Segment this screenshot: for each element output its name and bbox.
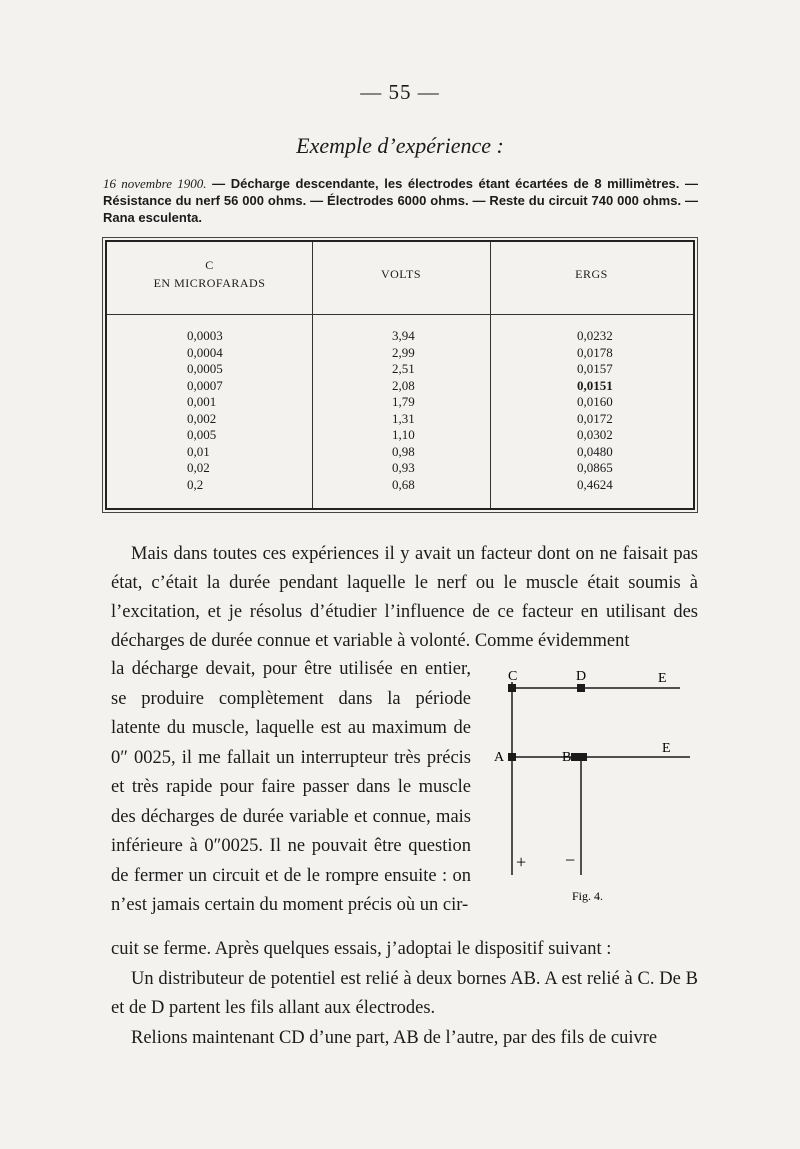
volts-cell: 2,51 (392, 361, 415, 376)
paragraph-2: Un distributeur de potentiel est relié à deux bornes AB. A est relié à C. De B et de D partent les fils allant aux électrodes. (111, 968, 698, 1018)
label-e-bottom: E (662, 741, 671, 756)
ergs-cell: 0,0865 (577, 460, 613, 475)
microfarads-cell: 0,01 (187, 443, 210, 459)
ergs-cell: 0,4624 (577, 476, 613, 492)
ergs-cell: 0,0160 (577, 394, 613, 409)
label-b: B (562, 750, 572, 765)
figure-caption: Fig. 4. (572, 889, 604, 903)
terminal-a (508, 753, 516, 761)
volts-cell: 0,98 (392, 443, 415, 459)
label-d: D (576, 669, 587, 684)
ergs-cell: 0,0157 (577, 361, 613, 376)
volts-cell: 3,94 (392, 328, 415, 343)
ergs-cell: 0,0172 (577, 410, 613, 426)
page-number: — 55 — (360, 80, 440, 104)
paragraph-1 (111, 540, 698, 656)
volts-cell: 1,31 (392, 410, 415, 426)
label-plus: + (516, 852, 527, 872)
experiment-caption (103, 175, 698, 226)
figure-4 (470, 660, 710, 910)
example-title: Exemple d’expérience : (296, 133, 504, 158)
data-table (105, 240, 695, 510)
paragraph-1-continuation: cuit se ferme. Après quelques essais, j’adoptai le dispositif suivant : (111, 939, 612, 959)
microfarads-cell: 0,0007 (187, 377, 223, 393)
terminal-c (508, 684, 516, 692)
terminal-b (571, 753, 579, 761)
volts-cell: 0,93 (392, 460, 415, 475)
ergs-cell: 0,0151 (577, 377, 613, 393)
label-c: C (508, 669, 518, 684)
paragraph-1-wrapped: la décharge devait, pour être utilisée en entier, se produire complètement dans la période latente du muscle, laquelle est au maximum de 0″ 0025, il me fallait un interrupteur très précis et très rapide pour faire passer dans le muscle des décharges de durée variable et connue, mais inférieure à 0″0025. Il ne pouvait être question de fermer un circuit et de le rompre ensuite : on n’est jamais certain du moment précis où un cir- (111, 659, 471, 915)
experiment-date: 16 novembre 1900. (103, 176, 207, 191)
label-minus: − (565, 850, 576, 870)
microfarads-cell: 0,005 (187, 427, 217, 442)
microfarads-cell: 0,02 (187, 460, 210, 475)
column-microfarads (187, 328, 223, 493)
circuit-diagram (470, 660, 710, 910)
paragraph-1-text: Mais dans toutes ces expériences il y avait un facteur dont on ne faisait pas état, c’était la durée pendant laquelle le nerf ou le muscle était soumis à l’excitation, et je résolus d’étudier l’influence de ce facteur en utilisant des décharges de durée connue et variable à volonté. Comme évidemment (111, 544, 698, 651)
microfarads-cell: 0,0005 (187, 361, 223, 376)
microfarads-cell: 0,001 (187, 394, 217, 409)
ergs-cell: 0,0480 (577, 443, 613, 459)
microfarads-cell: 0,0003 (187, 328, 223, 343)
column-ergs (577, 328, 613, 493)
volts-cell: 1,79 (392, 394, 415, 409)
experiment-details: — Décharge descendante, les électrodes étant écartées de 8 millimètres. — Résistance du nerf 56 000 ohms. — Électrodes 6000 ohms. — Reste du circuit 740 000 ohms. — Rana esculenta. (103, 176, 698, 225)
microfarads-cell: 0,002 (187, 410, 217, 426)
ergs-cell: 0,0302 (577, 427, 613, 442)
header-volts: VOLTS (380, 267, 422, 281)
label-a: A (494, 750, 505, 765)
volts-cell: 1,10 (392, 427, 415, 442)
volts-cell: 2,08 (392, 377, 415, 393)
paragraph-3: Relions maintenant CD d’une part, AB de l’autre, par des fils de cuivre (131, 1027, 658, 1048)
column-volts (392, 328, 415, 493)
header-ergs: ERGS (575, 267, 608, 281)
terminal-d (577, 684, 585, 692)
volts-cell: 2,99 (392, 344, 415, 360)
label-e-top: E (658, 671, 667, 686)
terminal-b-joint (579, 753, 587, 761)
microfarads-cell: 0,2 (187, 476, 204, 492)
header-rule (107, 314, 693, 315)
microfarads-cell: 0,0004 (187, 344, 223, 360)
ergs-cell: 0,0178 (577, 344, 613, 360)
volts-cell: 0,68 (392, 476, 415, 492)
lower-text (111, 935, 698, 1053)
ergs-cell: 0,0232 (577, 328, 613, 343)
header-microfarads: C EN MICROFARADS (153, 258, 266, 290)
